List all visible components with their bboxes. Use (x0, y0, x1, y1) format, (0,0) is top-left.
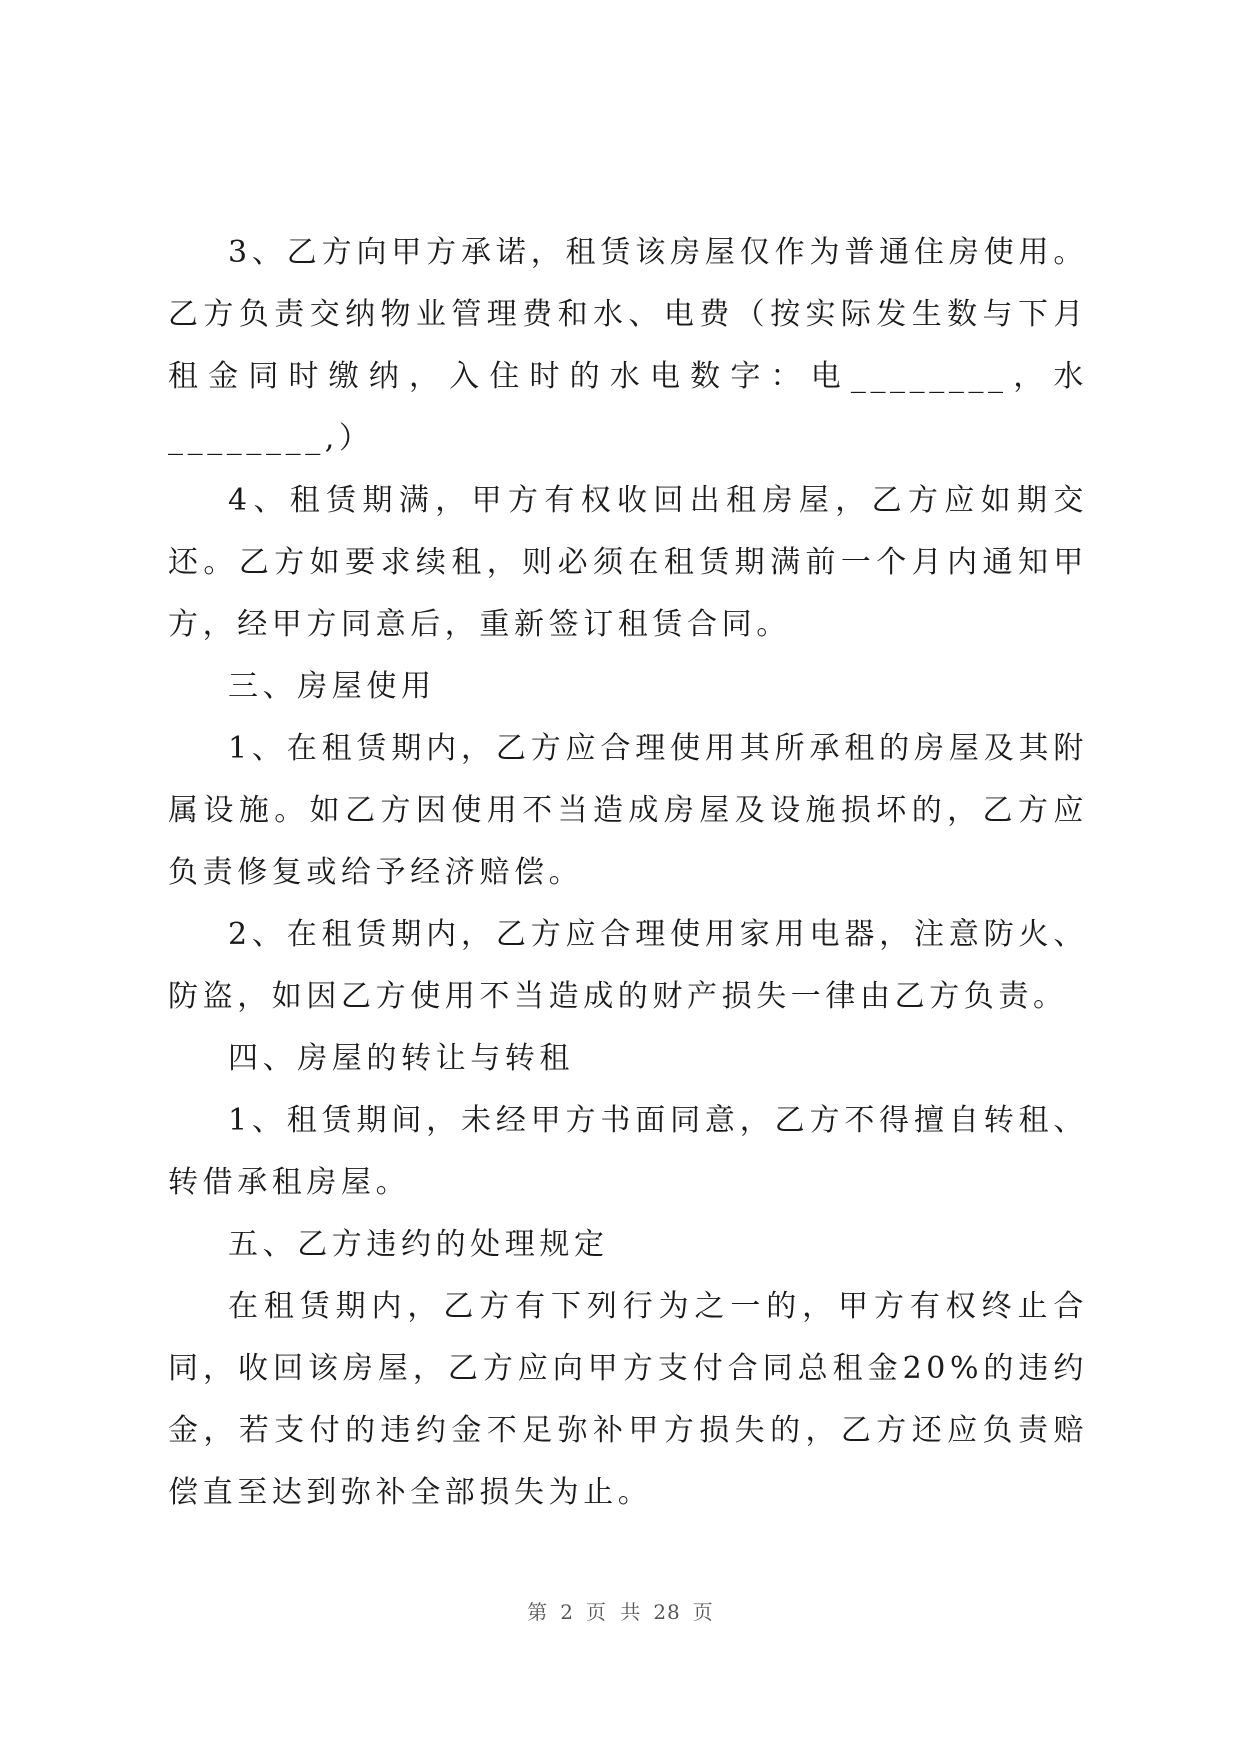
footer-prefix: 第 (527, 1600, 549, 1624)
footer-total-pages: 28 (653, 1600, 681, 1624)
section-heading-house-use: 三、房屋使用 (228, 669, 436, 704)
section-heading-transfer-sublease: 四、房屋的转让与转租 (228, 1041, 574, 1076)
paragraph-transfer-clause-1: 1、租赁期间，未经甲方书面同意，乙方不得擅自转租、转借承租房屋。 (168, 1103, 1088, 1200)
paragraph-use-clause-1: 1、在租赁期内，乙方应合理使用其所承租的房屋及其附属设施。如乙方因使用不当造成房屋及设施损坏的，乙方应负责修复或给予经济赔偿。 (168, 731, 1088, 890)
page-footer (0, 1596, 1241, 1625)
footer-suffix: 页 (692, 1600, 714, 1624)
paragraph-breach-clause: 在租赁期内，乙方有下列行为之一的，甲方有权终止合同，收回该房屋，乙方应向甲方支付合同总租金20%的违约金，若支付的违约金不足弥补甲方损失的，乙方还应负责赔偿直至达到弥补全部损失为止。 (168, 1289, 1088, 1510)
paragraph-clause-4: 4、租赁期满，甲方有权收回出租房屋，乙方应如期交还。乙方如要求续租，则必须在租赁期满前一个月内通知甲方，经甲方同意后，重新签订租赁合同。 (168, 483, 1088, 642)
paragraph-clause-3: 3、乙方向甲方承诺，租赁该房屋仅作为普通住房使用。乙方负责交纳物业管理费和水、电费（按实际发生数与下月租金同时缴纳，入住时的水电数字：电________，水________,） (168, 235, 1088, 456)
footer-current-page: 2 (560, 1600, 574, 1624)
section-heading-breach: 五、乙方违约的处理规定 (228, 1227, 609, 1262)
footer-middle: 页 共 (585, 1600, 642, 1624)
document-body (168, 222, 1088, 1524)
paragraph-use-clause-2: 2、在租赁期内，乙方应合理使用家用电器，注意防火、防盗，如因乙方使用不当造成的财产损失一律由乙方负责。 (168, 917, 1088, 1014)
